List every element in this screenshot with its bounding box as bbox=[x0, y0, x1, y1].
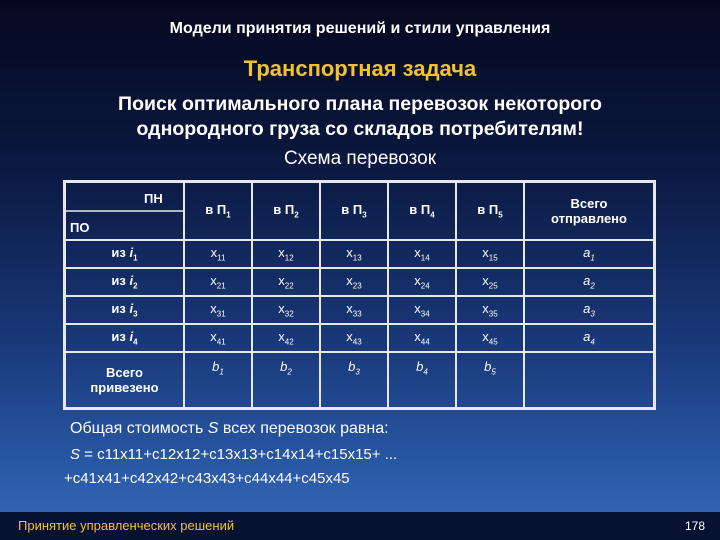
table-cell bbox=[320, 240, 388, 268]
supply-sub: 1 bbox=[590, 253, 595, 263]
cell-sub: 14 bbox=[420, 253, 430, 263]
cost-line-1 bbox=[70, 420, 389, 438]
row-label-sub: 2 bbox=[133, 281, 138, 291]
col-header-prefix: в П bbox=[273, 202, 295, 218]
cell-var: x bbox=[482, 329, 489, 345]
demand-var: b bbox=[212, 359, 220, 374]
cell-var: x bbox=[482, 273, 489, 289]
table-cell bbox=[320, 296, 388, 324]
cell-sub: 34 bbox=[420, 309, 430, 319]
cell-var: x bbox=[210, 301, 217, 317]
demand-cell bbox=[252, 352, 320, 408]
col-header-sub: 2 bbox=[294, 210, 299, 220]
table-cell bbox=[184, 324, 252, 352]
transport-table bbox=[63, 180, 656, 410]
cell-sub: 43 bbox=[352, 337, 362, 347]
row-label bbox=[65, 296, 184, 324]
col-header-sub: 5 bbox=[498, 210, 503, 220]
supply-cell bbox=[524, 324, 654, 352]
table-cell bbox=[456, 268, 524, 296]
row-label-total-received bbox=[65, 352, 184, 408]
col-header-p2 bbox=[252, 182, 320, 240]
cell-sub: 35 bbox=[488, 309, 498, 319]
cell-sub: 42 bbox=[284, 337, 294, 347]
supply-var: a bbox=[583, 301, 591, 317]
corner-pn-label: ПН bbox=[144, 191, 163, 206]
cost-line-3: +c41x41+c42x42+c43x43+c44x44+c45x45 bbox=[64, 470, 350, 487]
cell-sub: 24 bbox=[420, 281, 430, 291]
table-cell bbox=[252, 268, 320, 296]
demand-sub: 5 bbox=[491, 367, 496, 377]
col-header-prefix: в П bbox=[205, 202, 227, 218]
cell-var: x bbox=[482, 301, 489, 317]
transport-table-body bbox=[65, 182, 654, 408]
demand-cell bbox=[388, 352, 456, 408]
row-label-sub: 3 bbox=[133, 309, 138, 319]
cell-sub: 15 bbox=[488, 253, 498, 263]
demand-var: b bbox=[280, 359, 288, 374]
cost-line-1-var: S bbox=[207, 420, 219, 437]
cell-sub: 44 bbox=[420, 337, 430, 347]
cell-sub: 21 bbox=[216, 281, 226, 291]
cost-line-2 bbox=[70, 446, 397, 463]
cell-var: x bbox=[346, 245, 353, 261]
col-header-p4 bbox=[388, 182, 456, 240]
row-label bbox=[65, 268, 184, 296]
supply-var: a bbox=[583, 273, 591, 289]
cell-var: x bbox=[278, 245, 285, 261]
empty-total-cell bbox=[524, 352, 654, 408]
col-header-prefix: в П bbox=[409, 202, 431, 218]
demand-sub: 3 bbox=[355, 367, 360, 377]
cost-line-2-rest: = c11x11+c12x12+c13x13+c14x14+c15x15+ ... bbox=[80, 446, 398, 463]
table-cell bbox=[320, 324, 388, 352]
cell-sub: 31 bbox=[216, 309, 226, 319]
cell-var: x bbox=[210, 245, 218, 261]
cell-sub: 22 bbox=[284, 281, 294, 291]
cell-sub: 32 bbox=[284, 309, 294, 319]
col-header-p5 bbox=[456, 182, 524, 240]
total-received-line-2: привезено bbox=[90, 380, 159, 395]
col-header-sub: 1 bbox=[226, 210, 231, 220]
page-number: 178 bbox=[684, 519, 705, 533]
cell-var: x bbox=[346, 273, 353, 289]
row-label-sub: 4 bbox=[133, 337, 138, 347]
table-row bbox=[65, 296, 654, 324]
table-cell bbox=[388, 296, 456, 324]
supply-cell bbox=[524, 296, 654, 324]
table-cell bbox=[456, 296, 524, 324]
col-header-p1 bbox=[184, 182, 252, 240]
supply-sub: 4 bbox=[590, 337, 595, 347]
demand-sub: 2 bbox=[287, 367, 292, 377]
row-label-prefix: из bbox=[111, 301, 130, 317]
table-cell bbox=[252, 240, 320, 268]
cell-sub: 45 bbox=[488, 337, 498, 347]
table-row bbox=[65, 240, 654, 268]
demand-sub: 4 bbox=[423, 367, 428, 377]
cell-var: x bbox=[346, 301, 353, 317]
cell-var: x bbox=[414, 245, 421, 261]
lead-line-1: Поиск оптимального плана перевозок некоторого bbox=[118, 93, 602, 115]
table-cell bbox=[320, 268, 388, 296]
row-label-letter: i bbox=[129, 245, 134, 261]
total-sent-line-2: отправлено bbox=[551, 211, 627, 226]
slide-header: Модели принятия решений и стили управления bbox=[169, 20, 551, 37]
table-row bbox=[65, 268, 654, 296]
demand-cell bbox=[184, 352, 252, 408]
supply-var: a bbox=[583, 329, 591, 345]
table-cell bbox=[456, 324, 524, 352]
scheme-label: Схема перевозок bbox=[283, 148, 437, 169]
row-label bbox=[65, 324, 184, 352]
cell-var: x bbox=[482, 245, 489, 261]
col-header-prefix: в П bbox=[341, 202, 363, 218]
table-cell bbox=[252, 324, 320, 352]
cell-var: x bbox=[346, 329, 353, 345]
demand-var: b bbox=[484, 359, 492, 374]
row-label-prefix: из bbox=[111, 329, 130, 345]
cell-sub: 41 bbox=[216, 337, 226, 347]
table-cell bbox=[388, 268, 456, 296]
supply-var: a bbox=[583, 245, 591, 261]
row-label-letter: i bbox=[129, 273, 134, 289]
total-received-line-1: Всего bbox=[105, 365, 144, 380]
demand-sub: 1 bbox=[219, 367, 224, 377]
row-label-prefix: из bbox=[111, 273, 130, 289]
col-header-sub: 3 bbox=[362, 210, 367, 220]
cell-var: x bbox=[414, 329, 421, 345]
row-label-letter: i bbox=[129, 301, 134, 317]
col-header-prefix: в П bbox=[477, 202, 499, 218]
row-label-letter: i bbox=[129, 329, 134, 345]
lead-line-2: однородного груза со складов потребителям! bbox=[136, 118, 584, 140]
row-label bbox=[65, 240, 184, 268]
table-header-row bbox=[65, 182, 654, 240]
demand-cell bbox=[320, 352, 388, 408]
cell-var: x bbox=[278, 273, 285, 289]
corner-po-label: ПО bbox=[70, 220, 90, 235]
cell-sub: 12 bbox=[284, 253, 294, 263]
table-row-totals bbox=[65, 352, 654, 408]
supply-sub: 3 bbox=[590, 309, 595, 319]
cell-var: x bbox=[278, 301, 285, 317]
table-cell bbox=[252, 296, 320, 324]
table-cell bbox=[184, 296, 252, 324]
lead-text bbox=[0, 92, 720, 142]
cell-sub: 13 bbox=[352, 253, 362, 263]
table-cell bbox=[388, 240, 456, 268]
demand-cell bbox=[456, 352, 524, 408]
cell-var: x bbox=[210, 329, 217, 345]
footer-title: Принятие управленческих решений bbox=[18, 518, 235, 533]
demand-var: b bbox=[348, 359, 356, 374]
table-cell bbox=[184, 268, 252, 296]
cell-var: x bbox=[414, 301, 421, 317]
cell-sub: 23 bbox=[352, 281, 362, 291]
slide-subtitle: Транспортная задача bbox=[243, 56, 477, 81]
supply-cell bbox=[524, 240, 654, 268]
cost-line-1-pre: Общая стоимость bbox=[70, 420, 208, 437]
cell-var: x bbox=[278, 329, 285, 345]
table-corner-cell bbox=[65, 182, 184, 240]
cost-line-1-post: всех перевозок равна: bbox=[218, 420, 389, 437]
row-label-prefix: из bbox=[111, 245, 130, 261]
cell-var: x bbox=[210, 273, 217, 289]
cost-line-2-var: S bbox=[70, 446, 81, 463]
supply-sub: 2 bbox=[590, 281, 595, 291]
table-cell bbox=[184, 240, 252, 268]
cell-sub: 33 bbox=[352, 309, 362, 319]
row-label-sub: 1 bbox=[133, 253, 138, 263]
table-cell bbox=[456, 240, 524, 268]
cell-var: x bbox=[414, 273, 421, 289]
demand-var: b bbox=[416, 359, 424, 374]
cell-sub: 11 bbox=[217, 253, 226, 263]
table-row bbox=[65, 324, 654, 352]
table-cell bbox=[388, 324, 456, 352]
col-header-sub: 4 bbox=[430, 210, 435, 220]
col-header-p3 bbox=[320, 182, 388, 240]
supply-cell bbox=[524, 268, 654, 296]
cell-sub: 25 bbox=[488, 281, 498, 291]
col-header-total-sent bbox=[524, 182, 654, 240]
total-sent-line-1: Всего bbox=[570, 196, 608, 211]
